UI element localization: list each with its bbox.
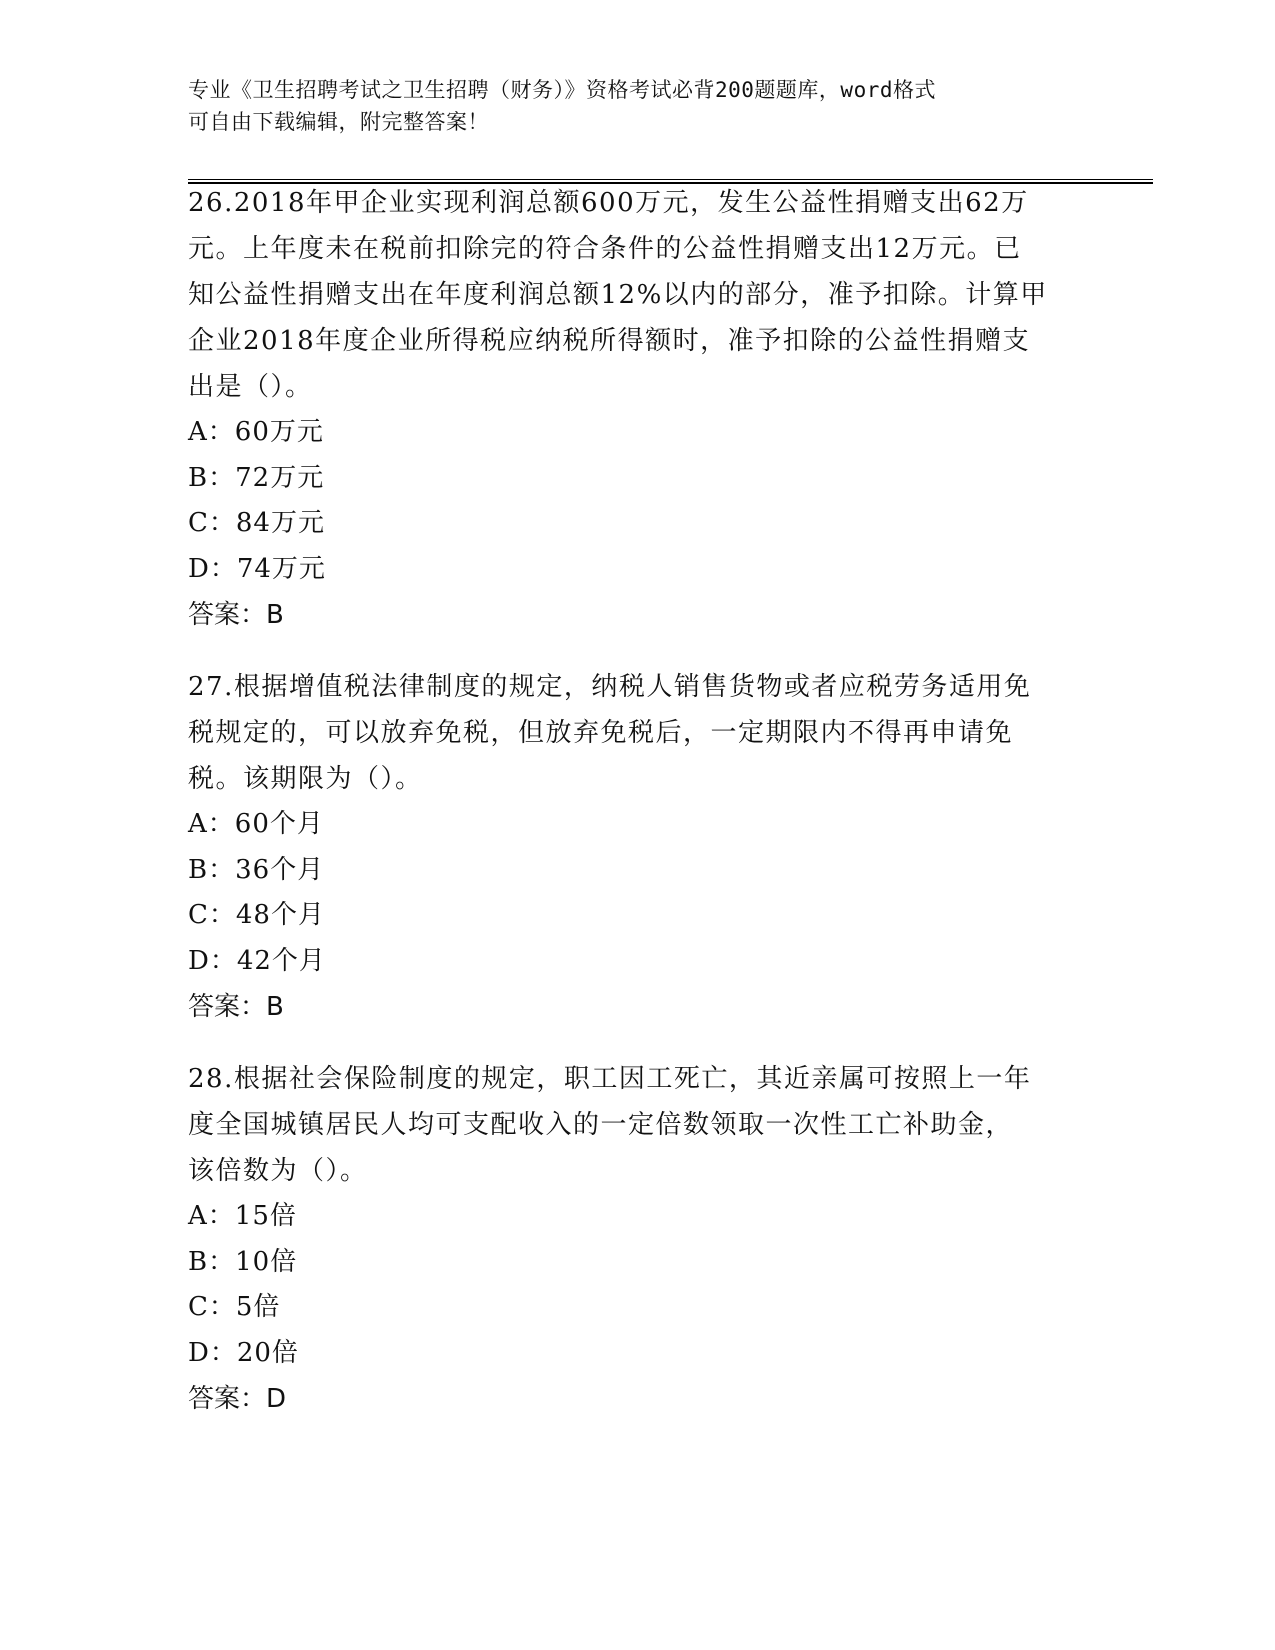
question-text-line: 26.2018年甲企业实现利润总额600万元，发生公益性捐赠支出62万 <box>188 188 1029 218</box>
option-b: B：72万元 <box>188 462 325 493</box>
question-28 <box>188 1056 1088 1422</box>
question-text-line: 企业2018年度企业所得税应纳税所得额时，准予扣除的公益性捐赠支 <box>188 326 1031 356</box>
option-c: C：5倍 <box>188 1292 281 1322</box>
option-b: B：10倍 <box>188 1246 298 1277</box>
answer: 答案：B <box>188 600 284 630</box>
answer: 答案：B <box>188 992 284 1022</box>
header-line: 可自由下载编辑，附完整答案！ <box>188 110 489 134</box>
question-text-line: 度全国城镇居民人均可支配收入的一定倍数领取一次性工亡补助金， <box>188 1110 1014 1140</box>
question-text-line: 知公益性捐赠支出在年度利润总额12%以内的部分，准予扣除。计算甲 <box>188 280 1048 310</box>
document-header <box>188 74 1068 138</box>
option-d: D：20倍 <box>188 1337 299 1368</box>
question-text-line: 税规定的，可以放弃免税，但放弃免税后，一定期限内不得再申请免 <box>188 718 1014 748</box>
question-text-line: 税。该期限为（）。 <box>188 764 423 794</box>
option-a: A：15倍 <box>188 1201 297 1231</box>
question-text-line: 该倍数为（）。 <box>188 1156 368 1186</box>
option-a: A：60个月 <box>188 809 324 839</box>
option-b: B：36个月 <box>188 854 325 885</box>
question-text-line: 27.根据增值税法律制度的规定，纳税人销售货物或者应税劳务适用免 <box>188 672 1032 702</box>
question-26 <box>188 180 1088 638</box>
option-a: A：60万元 <box>188 417 324 447</box>
question-27 <box>188 664 1088 1030</box>
question-text-line: 元。上年度未在税前扣除完的符合条件的公益性捐赠支出12万元。已 <box>188 234 1022 264</box>
question-text-line: 出是（）。 <box>188 372 313 402</box>
option-d: D：42个月 <box>188 945 326 976</box>
option-d: D：74万元 <box>188 553 326 584</box>
answer: 答案：D <box>188 1384 287 1414</box>
option-c: C：84万元 <box>188 508 325 538</box>
option-c: C：48个月 <box>188 900 325 930</box>
header-line: 专业《卫生招聘考试之卫生招聘（财务）》资格考试必背200题题库，word格式 <box>188 78 936 102</box>
question-text-line: 28.根据社会保险制度的规定，职工因工死亡，其近亲属可按照上一年 <box>188 1064 1032 1094</box>
